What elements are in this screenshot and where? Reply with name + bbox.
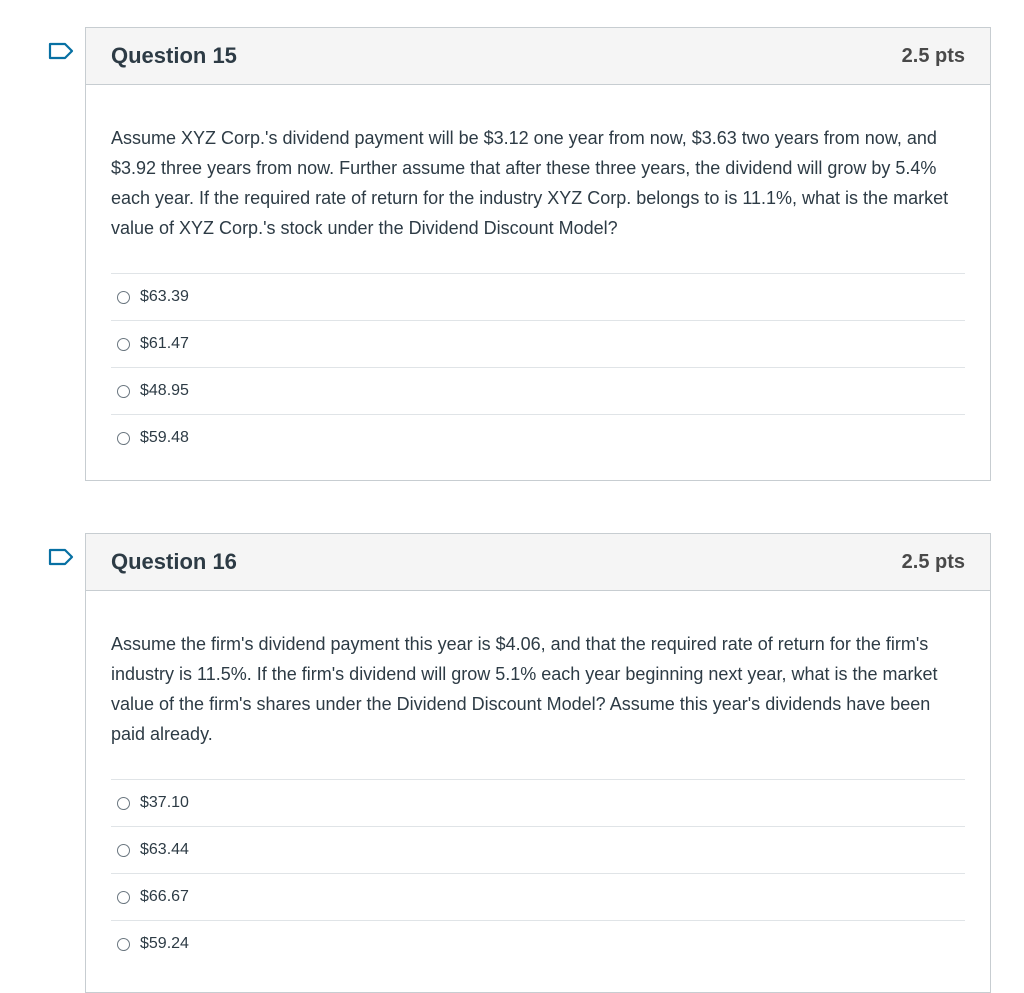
radio-button[interactable] (117, 938, 130, 951)
answer-label: $59.48 (140, 429, 189, 446)
answer-option[interactable] (111, 780, 965, 827)
answer-option[interactable] (111, 874, 965, 921)
answer-option[interactable] (111, 368, 965, 415)
radio-button[interactable] (117, 291, 130, 304)
answer-list (111, 273, 965, 461)
question-points: 2.5 pts (901, 550, 965, 573)
answer-label: $63.44 (140, 841, 189, 858)
radio-button[interactable] (117, 797, 130, 810)
question-title: Question 16 (111, 549, 237, 574)
flag-question-icon[interactable] (48, 548, 74, 566)
question-text: Assume the firm's dividend payment this year is $4.06, and that the required rate of return for the firm's industry is 11.5%. If the firm's dividend will grow 5.1% each year beginning next year, what is the market value of the firm's shares under the Dividend Discount Model? Assume this year's dividends have been paid already. (111, 634, 938, 744)
question-header (86, 28, 990, 85)
question-title: Question 15 (111, 43, 237, 68)
answer-option[interactable] (111, 921, 965, 967)
flag-question-icon[interactable] (48, 42, 74, 60)
answer-option[interactable] (111, 321, 965, 368)
answer-label: $63.39 (140, 288, 189, 305)
question-body (86, 591, 990, 967)
answer-list (111, 779, 965, 967)
question-body (86, 85, 990, 461)
radio-button[interactable] (117, 432, 130, 445)
answer-label: $66.67 (140, 888, 189, 905)
radio-button[interactable] (117, 891, 130, 904)
answer-label: $37.10 (140, 794, 189, 811)
answer-option[interactable] (111, 827, 965, 874)
answer-label: $59.24 (140, 935, 189, 952)
question-text: Assume XYZ Corp.'s dividend payment will be $3.12 one year from now, $3.63 two years from now, and $3.92 three years from now. Further assume that after these three years, the dividend will grow by 5.4% each year. If the required rate of return for the industry XYZ Corp. belongs to is 11.1%, what is the market value of XYZ Corp.'s stock under the Dividend Discount Model? (111, 128, 949, 238)
question-points: 2.5 pts (901, 44, 965, 67)
question-15 (85, 27, 991, 481)
answer-label: $61.47 (140, 335, 189, 352)
radio-button[interactable] (117, 385, 130, 398)
radio-button[interactable] (117, 338, 130, 351)
radio-button[interactable] (117, 844, 130, 857)
answer-option[interactable] (111, 415, 965, 461)
answer-option[interactable] (111, 274, 965, 321)
question-header (86, 534, 990, 591)
question-16 (85, 533, 991, 993)
answer-label: $48.95 (140, 382, 189, 399)
